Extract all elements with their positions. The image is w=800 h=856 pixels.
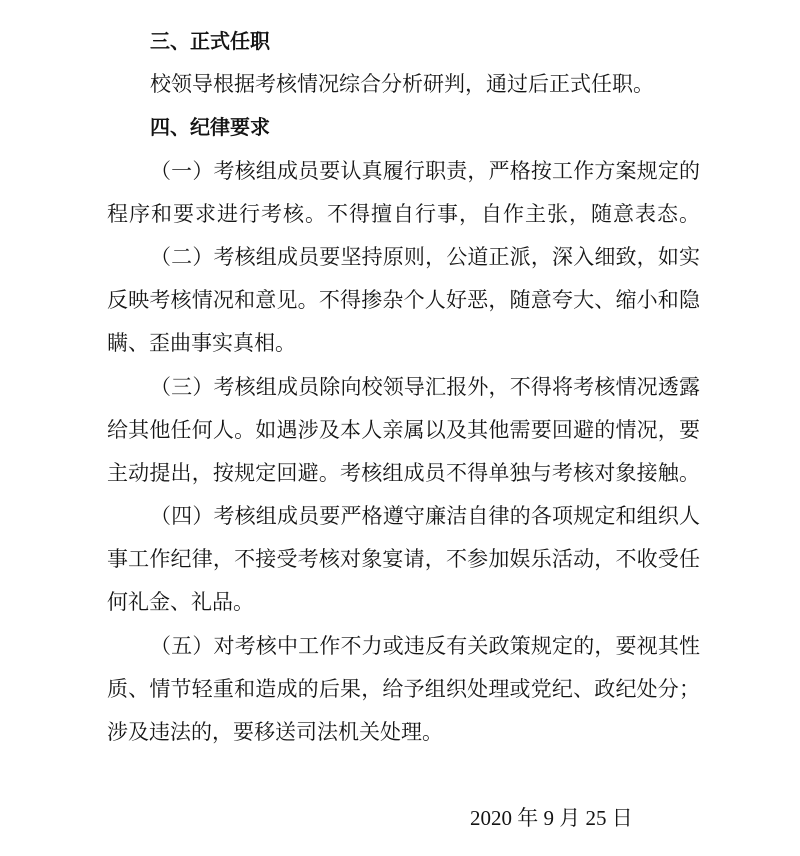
paragraph-line: （五）对考核中工作不力或违反有关政策规定的，要视其性 xyxy=(150,633,700,658)
paragraph-line: （四）考核组成员要严格遵守廉洁自律的各项规定和组织人 xyxy=(150,504,700,529)
section-heading: 三、正式任职 xyxy=(150,29,270,53)
paragraph-line: 质、情节轻重和造成的后果，给予组织处理或党纪、政纪处分； xyxy=(107,676,700,701)
document-date: 2020 年 9 月 25 日 xyxy=(470,806,633,830)
section-heading: 四、纪律要求 xyxy=(150,115,270,140)
paragraph-line: （三）考核组成员除向校领导汇报外，不得将考核情况透露 xyxy=(150,374,700,399)
paragraph-line: （一）考核组成员要认真履行职责，严格按工作方案规定的 xyxy=(150,158,700,183)
paragraph-line: 程序和要求进行考核。不得擅自行事，自作主张，随意表态。 xyxy=(107,201,700,226)
paragraph-line: 反映考核情况和意见。不得掺杂个人好恶，随意夸大、缩小和隐 xyxy=(107,288,700,313)
paragraph-line: 校领导根据考核情况综合分析研判，通过后正式任职。 xyxy=(150,72,654,97)
paragraph-line: 事工作纪律，不接受考核对象宴请，不参加娱乐活动，不收受任 xyxy=(107,547,700,572)
paragraph-line: 何礼金、礼品。 xyxy=(107,590,254,615)
paragraph-line: 主动提出，按规定回避。考核组成员不得单独与考核对象接触。 xyxy=(107,460,700,485)
paragraph-line: 瞒、歪曲事实真相。 xyxy=(107,331,296,356)
paragraph-line: 给其他任何人。如遇涉及本人亲属以及其他需要回避的情况，要 xyxy=(107,417,700,442)
paragraph-line: 涉及违法的，要移送司法机关处理。 xyxy=(107,720,443,744)
paragraph-line: （二）考核组成员要坚持原则，公道正派，深入细致，如实 xyxy=(150,244,700,269)
